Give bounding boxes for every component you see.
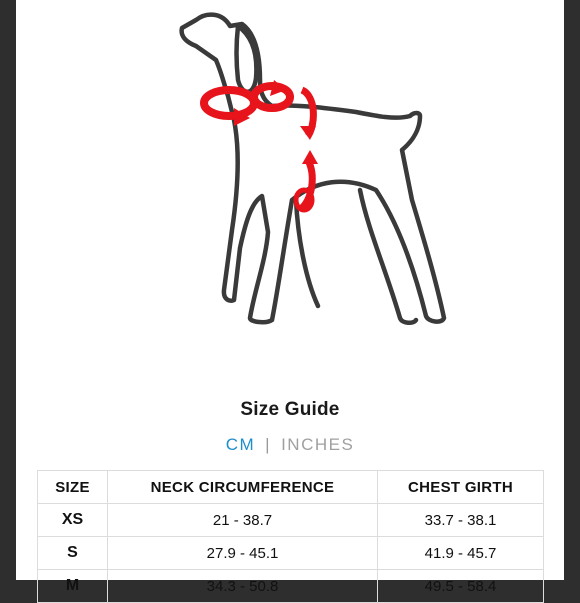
neck-cell: 27.9 - 45.1 [108, 537, 378, 570]
table-row [38, 537, 544, 570]
unit-cm-tab[interactable]: CM [225, 435, 256, 454]
dog-outline-svg [156, 0, 456, 340]
column-header-chest: CHEST GIRTH [378, 471, 544, 504]
column-header-neck: NECK CIRCUMFERENCE [108, 471, 378, 504]
table-row [38, 570, 544, 603]
size-table [37, 470, 544, 603]
table-header-row [38, 471, 544, 504]
column-header-size: SIZE [38, 471, 108, 504]
size-cell: M [38, 570, 108, 603]
unit-separator: | [265, 435, 272, 454]
chest-cell: 41.9 - 45.7 [378, 537, 544, 570]
unit-inches-tab[interactable]: INCHES [281, 435, 355, 454]
size-guide-title: Size Guide [240, 399, 340, 420]
size-guide-panel [16, 0, 564, 595]
dog-measurement-illustration [156, 0, 456, 340]
neck-measurement-arrows [204, 80, 290, 126]
unit-toggle [16, 435, 564, 455]
chest-cell: 49.5 - 58.4 [378, 570, 544, 603]
neck-cell: 21 - 38.7 [108, 504, 378, 537]
neck-cell: 34.3 - 50.8 [108, 570, 378, 603]
chest-cell: 33.7 - 38.1 [378, 504, 544, 537]
table-row [38, 504, 544, 537]
size-cell: S [38, 537, 108, 570]
size-cell: XS [38, 504, 108, 537]
